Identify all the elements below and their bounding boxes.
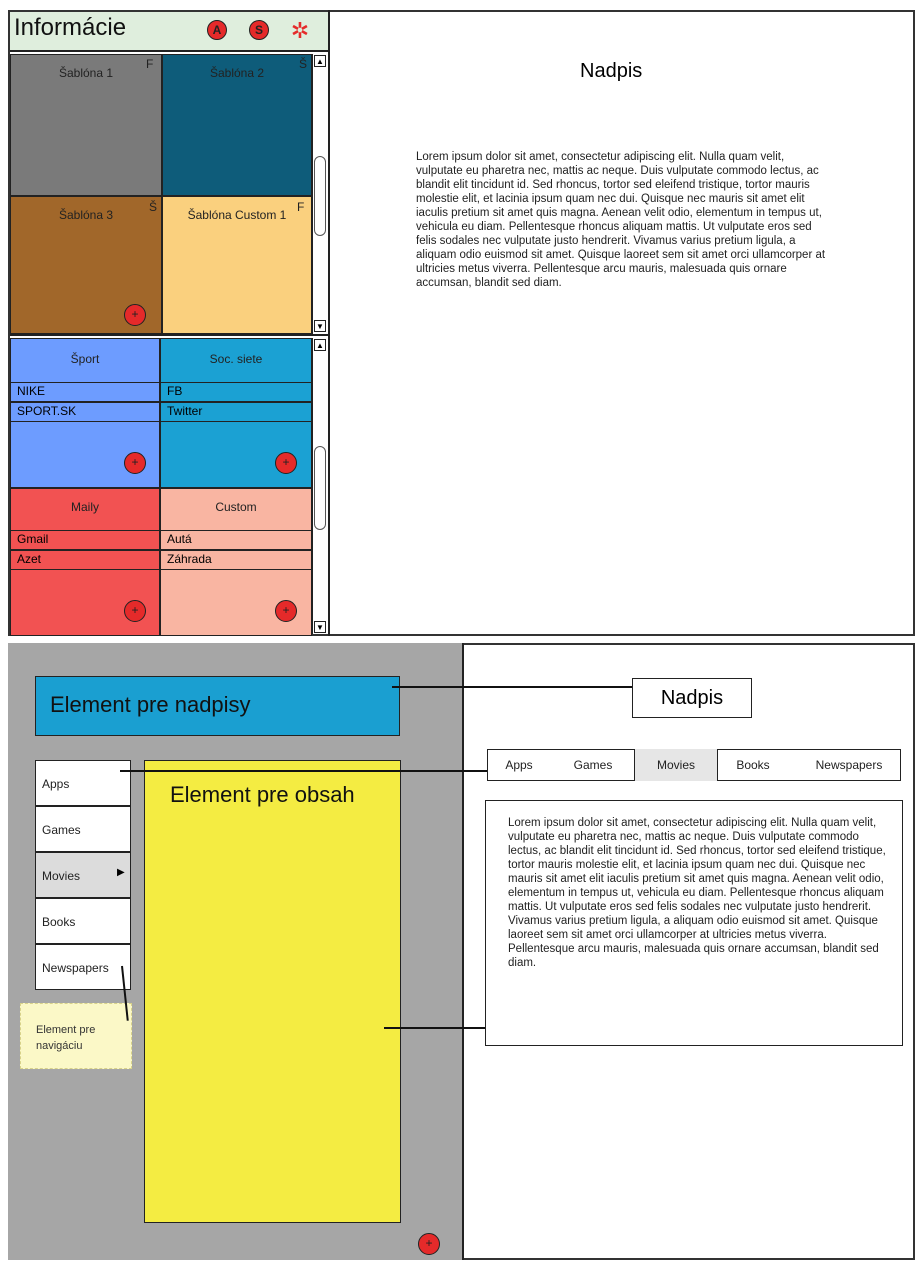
template-flag: F (146, 57, 154, 71)
preview-text: Lorem ipsum dolor sit amet, consectetur adipiscing elit. Nulla quam velit, vulputate eu pharetra nec, mattis ac neque. Duis vulputate commodo lectus, ac blandit elit tincidunt id. Sed rhoncus, tortor sed eleifend tristique, tortor mauris molestie elit, et lacinia ipsum quam nec dui. Quisque nec mauris sit amet elit iaculis pretium sit amet quis magna. Aenean velit odio, elementum in tempus ut, vehicula eu diam. Pellentesque rhoncus aliquam mattis. Ut vulputate eros sed felis sodales nec vulputate justo hendrerit. Vivamus varius pretium ligula, a aliquam odio euismod sit amet. Quisque laoreet sem sit amet orci ullamcorper at ultricies metus viverra. Pellentesque arcu mauris, malesuada quis ornare accumsan, blandit sed diam. (416, 151, 826, 289)
section-divider (10, 334, 330, 336)
category-item[interactable]: FB (160, 382, 312, 402)
template-label: Šablóna 1 (58, 66, 114, 80)
button-a[interactable]: A (207, 20, 227, 40)
category-item[interactable]: Azet (10, 550, 160, 570)
scroll-thumb[interactable] (314, 446, 326, 530)
add-item-button[interactable]: + (275, 600, 297, 622)
button-s[interactable]: S (249, 20, 269, 40)
template-label: Šablóna Custom 1 (187, 208, 287, 222)
template-flag: F (297, 200, 305, 214)
category-item[interactable]: NIKE (10, 382, 160, 402)
nav-item-movies[interactable]: Movies (35, 852, 131, 898)
tab-books[interactable]: Books (736, 758, 770, 772)
add-item-button[interactable]: + (124, 452, 146, 474)
category-item[interactable]: Gmail (10, 530, 160, 550)
add-item-button[interactable]: + (124, 600, 146, 622)
scroll-down-icon[interactable]: ▼ (314, 320, 326, 332)
note-text: Element pre navigáciu (36, 1024, 96, 1052)
nav-item-books[interactable]: Books (35, 898, 131, 944)
scroll-down-icon[interactable]: ▼ (314, 621, 326, 633)
category-title: Custom (215, 500, 257, 514)
preview-heading-box: Nadpis (632, 678, 752, 718)
category-item[interactable]: SPORT.SK (10, 402, 160, 422)
category-title: Soc. siete (209, 352, 263, 366)
content-element-block[interactable] (144, 760, 401, 1223)
connector-line (384, 1027, 486, 1029)
category-item[interactable]: Záhrada (160, 550, 312, 570)
content-element-label: Element pre obsah (170, 782, 355, 807)
chevron-right-icon: ▶ (117, 867, 125, 878)
gear-icon[interactable]: ✲ (290, 18, 310, 43)
tab-newspapers[interactable]: Newspapers (815, 758, 883, 772)
category-item[interactable]: Twitter (160, 402, 312, 422)
category-title: Šport (70, 352, 100, 366)
add-item-button[interactable]: + (275, 452, 297, 474)
nav-item-apps[interactable]: Apps (35, 760, 131, 806)
template-label: Šablóna 3 (58, 208, 114, 222)
tab-movies[interactable]: Movies (656, 758, 695, 772)
scroll-thumb[interactable] (314, 156, 326, 236)
heading-element-label: Element pre nadpisy (50, 692, 251, 717)
info-title: Informácie (14, 14, 127, 41)
template-flag: Š (299, 57, 308, 71)
tab-games[interactable]: Games (573, 758, 613, 772)
template-flag: Š (149, 200, 158, 214)
add-element-button[interactable]: + (418, 1233, 440, 1255)
scroll-up-icon[interactable]: ▲ (314, 339, 326, 351)
preview-heading: Nadpis (580, 60, 643, 82)
scroll-up-icon[interactable]: ▲ (314, 55, 326, 67)
add-template-button[interactable]: + (124, 304, 146, 326)
connector-line (120, 770, 488, 772)
nav-item-games[interactable]: Games (35, 806, 131, 852)
tab-apps[interactable]: Apps (505, 758, 533, 772)
nav-item-newspapers[interactable]: Newspapers (35, 944, 131, 990)
category-item[interactable]: Autá (160, 530, 312, 550)
category-title: Maily (70, 500, 99, 514)
template-label: Šablóna 2 (209, 66, 265, 80)
connector-line (392, 686, 632, 688)
preview-text: Lorem ipsum dolor sit amet, consectetur adipiscing elit. Nulla quam velit, vulputate eu pharetra nec, mattis ac neque. Duis vulputate commodo lectus, ac blandit elit tincidunt id. Sed rhoncus, tortor sed eleifend tristique, tortor mauris molestie elit, et lacinia ipsum quam nec dui. Quisque nec mauris sit amet elit iaculis pretium sit amet quis magna. Aenean velit odio, elementum in tempus ut, vehicula eu diam. Pellentesque rhoncus aliquam mattis. Ut vulputate eros sed felis sodales nec vulputate justo hendrerit. Vivamus varius pretium ligula, a aliquam odio euismod sit amet. Quisque laoreet sem sit amet orci ullamcorper at ultricies metus viverra. Pellentesque arcu mauris, malesuada quis ornare accumsan, blandit sed diam. (508, 817, 886, 969)
